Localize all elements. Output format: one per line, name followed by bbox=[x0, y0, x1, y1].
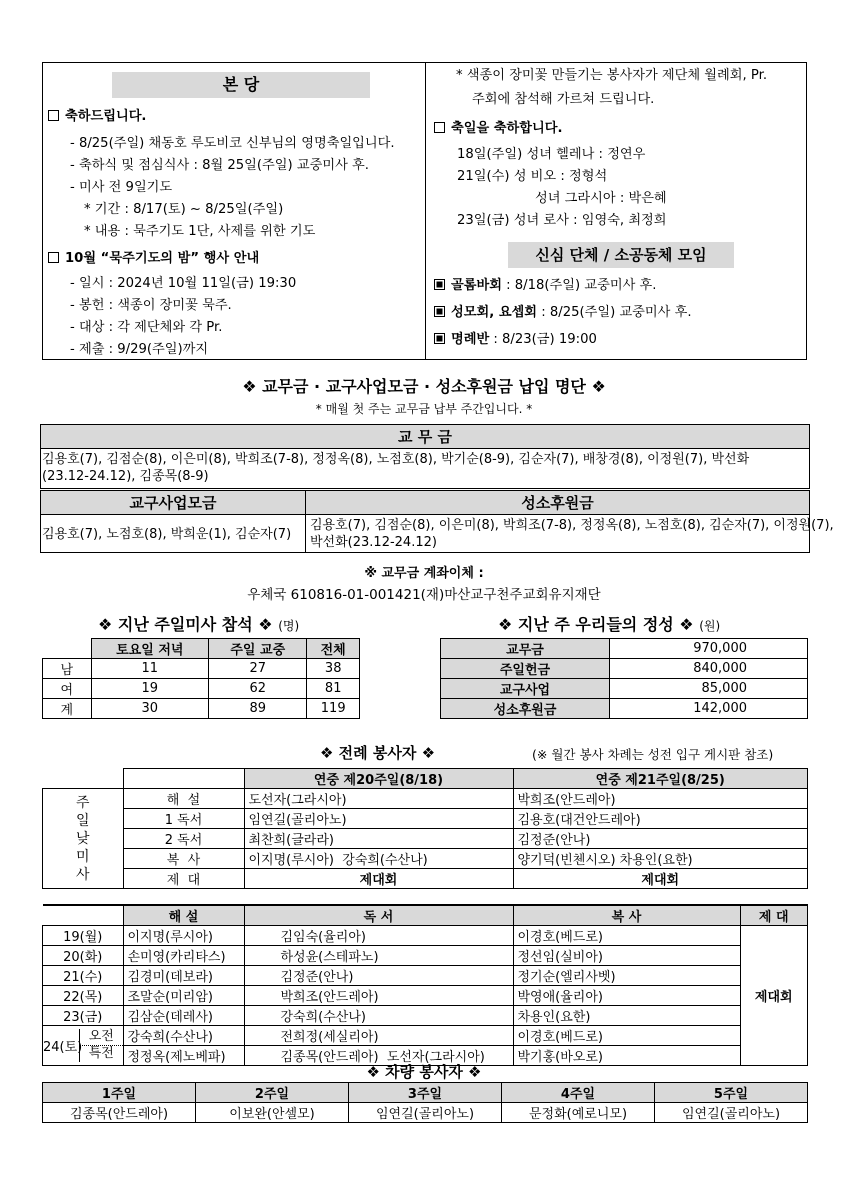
serve-header: 복 사 bbox=[513, 905, 740, 926]
dues-heading: ❖ 교무금 · 교구사업모금 · 성소후원금 납입 명단 ❖ bbox=[242, 377, 606, 396]
table-row bbox=[43, 1103, 808, 1123]
checkbox-icon bbox=[48, 110, 59, 121]
table-row: 24(토) 오전 특전 강숙희(수산나) 전희정(세실리아) 이경호(베드로) bbox=[43, 1026, 808, 1046]
liturgy-heading: ❖ 전례 봉사자 ❖ bbox=[320, 744, 436, 762]
table-row: 교구사업 85,000 bbox=[441, 679, 808, 699]
rosary-item: - 일시 : 2024년 10월 11일(금) 19:30 bbox=[70, 276, 297, 291]
driver-name: 문정화(예로니모) bbox=[502, 1103, 655, 1123]
groups-title: 신심 단체 / 소공동체 모임 bbox=[508, 242, 734, 268]
feast-item: 성녀 그라시아 : 박은혜 bbox=[535, 191, 667, 206]
group-meeting: 성모회, 요셉회 : 8/25(주일) 교중미사 후. bbox=[434, 303, 692, 323]
sunday-liturgy-table bbox=[42, 768, 808, 889]
weekday-liturgy-table bbox=[42, 904, 808, 1066]
table-row: 남 11 27 38 bbox=[43, 659, 360, 679]
congrats-item: * 내용 : 묵주기도 1단, 사제를 위한 기도 bbox=[84, 224, 316, 239]
gyomu-list: 김용호(7), 김점순(8), 이은미(8), 박희조(7-8), 정정옥(8), 노점호(8), 박기순(8-9), 김순자(7), 배창경(8), 이정원(7), 박선화 bbox=[42, 452, 750, 467]
attendance-table bbox=[42, 638, 360, 719]
driver-name: 임연길(골리아노) bbox=[349, 1103, 502, 1123]
feast-item: 23일(금) 성녀 로사 : 임영숙, 최정희 bbox=[457, 213, 667, 228]
drivers-heading: ❖ 차량 봉사자 ❖ bbox=[366, 1063, 482, 1081]
attendance-header: 주일 교중 bbox=[209, 639, 307, 659]
gyomu-list: (23.12-24.12), 김종목(8-9) bbox=[42, 469, 209, 484]
dues-table bbox=[40, 424, 834, 554]
congrats-item: - 미사 전 9일기도 bbox=[70, 180, 173, 195]
week20-header: 연중 제20주일(8/18) bbox=[244, 769, 513, 789]
sunday-mass-label: 주 일 낮 미 사 bbox=[43, 789, 124, 889]
rosary-note: * 색종이 장미꽃 만들기는 봉사자가 제단체 월례회, Pr. bbox=[456, 68, 768, 83]
project-list: 김용호(7), 노점호(8), 박희운(1), 김순자(7) bbox=[42, 527, 292, 542]
project-title: 교구사업모금 bbox=[40, 490, 306, 515]
table-row: 여 19 62 81 bbox=[43, 679, 360, 699]
table-row: 20(화) 손미영(카리타스) 하성윤(스테파노) 정선임(실비아) bbox=[43, 946, 808, 966]
table-row: 2 독서 최찬희(글라라) 김정준(안나) bbox=[43, 829, 808, 849]
checkbox-filled-icon bbox=[434, 333, 445, 344]
table-row: 교무금 970,000 bbox=[441, 639, 808, 659]
checkbox-filled-icon bbox=[434, 279, 445, 290]
congrats-heading: 축하드립니다. bbox=[48, 107, 146, 127]
dues-note: * 매월 첫 주는 교무금 납부 주간입니다. * bbox=[315, 402, 533, 416]
rosary-heading: 10월 “묵주기도의 밤” 행사 안내 bbox=[48, 249, 259, 269]
attendance-heading: ❖ 지난 주일미사 참석 ❖ (명) bbox=[98, 615, 300, 634]
attendance-header: 토요일 저녁 bbox=[91, 639, 209, 659]
altar-header: 제 대 bbox=[740, 905, 808, 926]
comm-header: 해 설 bbox=[123, 905, 244, 926]
liturgy-note: (※ 월간 봉사 차례는 성전 입구 게시판 참조) bbox=[532, 747, 774, 762]
congrats-item: - 8/25(주일) 채동호 루도비코 신부님의 영명축일입니다. bbox=[70, 136, 395, 151]
vocation-title: 성소후원금 bbox=[306, 490, 810, 515]
driver-week: 3주일 bbox=[349, 1083, 502, 1103]
altar-guild: 제대회 bbox=[740, 926, 808, 1066]
attendance-header: 전체 bbox=[307, 639, 360, 659]
account-number: 우체국 610816-01-001421(재)마산교구천주교회유지재단 bbox=[247, 587, 601, 603]
driver-week: 4주일 bbox=[502, 1083, 655, 1103]
driver-week: 1주일 bbox=[43, 1083, 196, 1103]
driver-week: 2주일 bbox=[196, 1083, 349, 1103]
checkbox-filled-icon bbox=[434, 306, 445, 317]
rosary-item: - 대상 : 각 제단체와 각 Pr. bbox=[70, 320, 223, 335]
vocation-list: 김용호(7), 김점순(8), 이은미(8), 박희조(7-8), 정정옥(8), 노점호(8), 김순자(7), 이정원(7), bbox=[310, 518, 834, 533]
rosary-item: - 봉헌 : 색종이 장미꽃 묵주. bbox=[70, 298, 232, 313]
gyomu-title: 교 무 금 bbox=[40, 424, 810, 449]
table-row: 정정옥(제노베파) 김종목(안드레아) 도선자(그라시아) 박기홍(바오로) bbox=[43, 1046, 808, 1066]
table-row: 주 일 낮 미 사 해 설 도선자(그라시아) 박희조(안드레아) bbox=[43, 789, 808, 809]
table-row: 제 대 제대회 제대회 bbox=[43, 869, 808, 889]
group-meeting: 명례반 : 8/23(금) 19:00 bbox=[434, 330, 597, 350]
rosary-item: - 제출 : 9/29(주일)까지 bbox=[70, 342, 209, 357]
column-divider bbox=[425, 62, 426, 360]
congrats-item: - 축하식 및 점심식사 : 8월 25일(주일) 교중미사 후. bbox=[70, 158, 369, 173]
feast-item: 21일(수) 성 비오 : 정형석 bbox=[457, 169, 608, 184]
table-row: 성소후원금 142,000 bbox=[441, 699, 808, 719]
table-row: 23(금) 김삼순(데레사) 강숙희(수산나) 차용인(요한) bbox=[43, 1006, 808, 1026]
drivers-table bbox=[42, 1082, 808, 1123]
driver-name: 김종목(안드레아) bbox=[43, 1103, 196, 1123]
table-row: 22(목) 조말순(미리암) 박희조(안드레아) 박영애(율리아) bbox=[43, 986, 808, 1006]
feast-heading: 축일을 축하합니다. bbox=[434, 119, 563, 139]
congrats-item: * 기간 : 8/17(토) ~ 8/25일(주일) bbox=[84, 202, 284, 217]
read-header: 독 서 bbox=[244, 905, 513, 926]
driver-week: 5주일 bbox=[655, 1083, 808, 1103]
parish-title: 본 당 bbox=[112, 72, 370, 98]
checkbox-icon bbox=[48, 252, 59, 263]
table-row: 1 독서 임연길(골리아노) 김용호(대건안드레아) bbox=[43, 809, 808, 829]
vocation-list: 박선화(23.12-24.12) bbox=[310, 535, 437, 550]
driver-name: 이보완(안셀모) bbox=[196, 1103, 349, 1123]
offerings-heading: ❖ 지난 주 우리들의 정성 ❖ (원) bbox=[498, 615, 721, 634]
feast-item: 18일(주일) 성녀 헬레나 : 정연우 bbox=[457, 147, 646, 162]
rosary-note: 주회에 참석해 가르쳐 드립니다. bbox=[472, 92, 655, 107]
week21-header: 연중 제21주일(8/25) bbox=[513, 769, 808, 789]
checkbox-icon bbox=[434, 122, 445, 133]
offerings-table bbox=[440, 638, 808, 719]
table-row: 19(월) 이지명(루시아) 김임숙(율리아) 이경호(베드로) 제대회 bbox=[43, 926, 808, 946]
table-row: 주일헌금 840,000 bbox=[441, 659, 808, 679]
account-label: ※ 교무금 계좌이체 : bbox=[364, 566, 484, 581]
group-meeting: 골롬바회 : 8/18(주일) 교중미사 후. bbox=[434, 276, 656, 296]
table-row: 복 사 이지명(루시아) 강숙희(수산나) 양기덕(빈첸시오) 차용인(요한) bbox=[43, 849, 808, 869]
table-row: 21(수) 김경미(데보라) 김정준(안나) 정기순(엘리사벳) bbox=[43, 966, 808, 986]
table-row: 계 30 89 119 bbox=[43, 699, 360, 719]
driver-name: 임연길(골리아노) bbox=[655, 1103, 808, 1123]
saturday-label: 24(토) bbox=[43, 1040, 83, 1055]
